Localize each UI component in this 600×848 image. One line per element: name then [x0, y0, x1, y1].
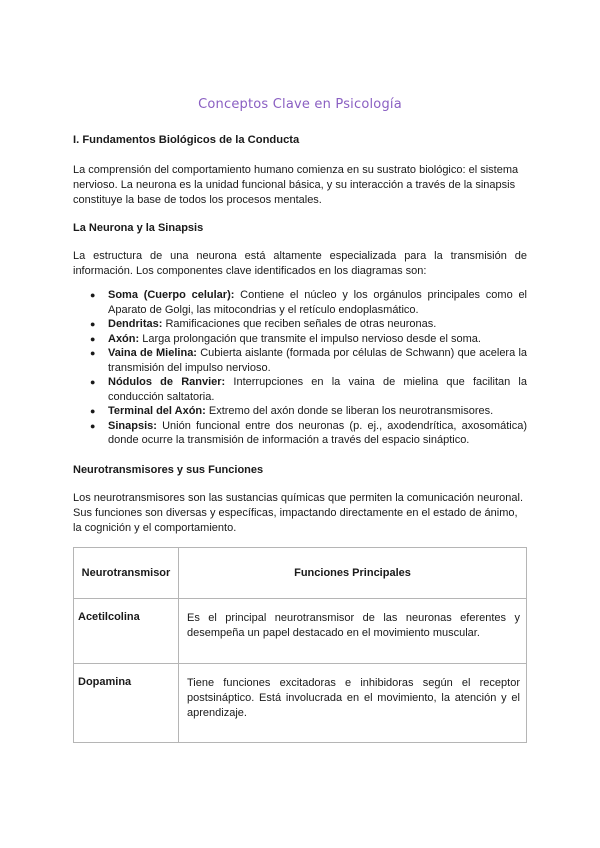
list-item-text: Extremo del axón donde se liberan los neurotransmisores.	[205, 405, 494, 417]
table-header-row	[74, 548, 527, 599]
neurotransmitter-table	[73, 547, 527, 743]
list-item-term: Sinapsis:	[108, 419, 157, 432]
bullet-icon: ●	[90, 348, 96, 358]
table-header-cell: Funciones Principales	[179, 548, 527, 599]
bullet-icon: ●	[90, 406, 96, 416]
list-item-term: Nódulos de Ranvier:	[108, 376, 226, 388]
neurotransmisores-paragraph: Los neurotransmisores son las sustancias químicas que permiten la comunicación neuronal. Sus funciones son diversas y específicas, impactando directamente en el estado de ánimo, la cognición y el comportamiento.	[73, 492, 524, 534]
bullet-icon: ●	[90, 377, 96, 387]
table-row	[74, 599, 527, 664]
list-item-text: Interrupciones en la vaina de mielina que facilitan la conducción saltatoria.	[108, 376, 527, 403]
list-item	[73, 317, 527, 332]
table-cell-name: Dopamina	[74, 664, 179, 743]
list-item-term: Dendritas:	[108, 318, 163, 330]
list-item-term: Soma (Cuerpo celular):	[108, 289, 235, 301]
table-cell-function: Tiene funciones excitadoras e inhibidoras según el receptor postsináptico. Está involucrada en el movimiento, la atención y el aprendizaje.	[179, 664, 527, 743]
list-item-text: Contiene el núcleo y los orgánulos principales como el Aparato de Golgi, las mitocondrias y el retículo endoplasmático.	[108, 289, 527, 316]
bullet-icon: ●	[90, 319, 96, 329]
list-item	[73, 375, 527, 404]
subheading-neurotransmisores: Neurotransmisores y sus Funciones	[73, 464, 264, 476]
bullet-icon: ●	[90, 333, 96, 344]
neuron-components-list	[73, 288, 527, 448]
table-cell-name: Acetilcolina	[74, 599, 179, 664]
section-heading-fundamentos: I. Fundamentos Biológicos de la Conducta	[73, 134, 300, 146]
neurona-paragraph: La estructura de una neurona está altamente especializada para la transmisión de información. Los componentes clave identificados en los diagramas son:	[73, 250, 527, 277]
list-item-term: Vaina de Mielina:	[108, 347, 197, 359]
table-row	[74, 664, 527, 743]
list-item-text: Unión funcional entre dos neuronas (p. ej., axodendrítica, axosomática) donde ocurre la transmisión de información a través del espacio sináptico.	[108, 419, 527, 446]
list-item	[73, 404, 527, 419]
bullet-icon: ●	[90, 420, 96, 431]
list-item-text: Ramificaciones que reciben señales de otras neuronas.	[162, 318, 437, 330]
list-item-term: Axón:	[108, 332, 140, 345]
list-item	[73, 288, 527, 317]
list-item-text: Larga prolongación que transmite el impulso nervioso desde el soma.	[139, 332, 481, 345]
subheading-neurona: La Neurona y la Sinapsis	[73, 222, 204, 234]
list-item	[73, 332, 527, 347]
table-cell-function: Es el principal neurotransmisor de las neuronas eferentes y desempeña un papel destacado en el movimiento muscular.	[179, 599, 527, 664]
list-item	[73, 419, 527, 448]
table-header-cell: Neurotransmisor	[74, 548, 179, 599]
intro-paragraph: La comprensión del comportamiento humano comienza en su sustrato biológico: el sistema nervioso. La neurona es la unidad funcional básica, y su interacción a través de la sinapsis constituye la base de todos los procesos mentales.	[73, 164, 519, 206]
document-title: Conceptos Clave en Psicología	[198, 97, 402, 112]
list-item-text: Cubierta aislante (formada por células de Schwann) que acelera la transmisión del impulso nervioso.	[108, 347, 528, 374]
list-item-term: Terminal del Axón:	[108, 405, 206, 417]
list-item	[73, 346, 527, 375]
bullet-icon: ●	[90, 290, 96, 300]
